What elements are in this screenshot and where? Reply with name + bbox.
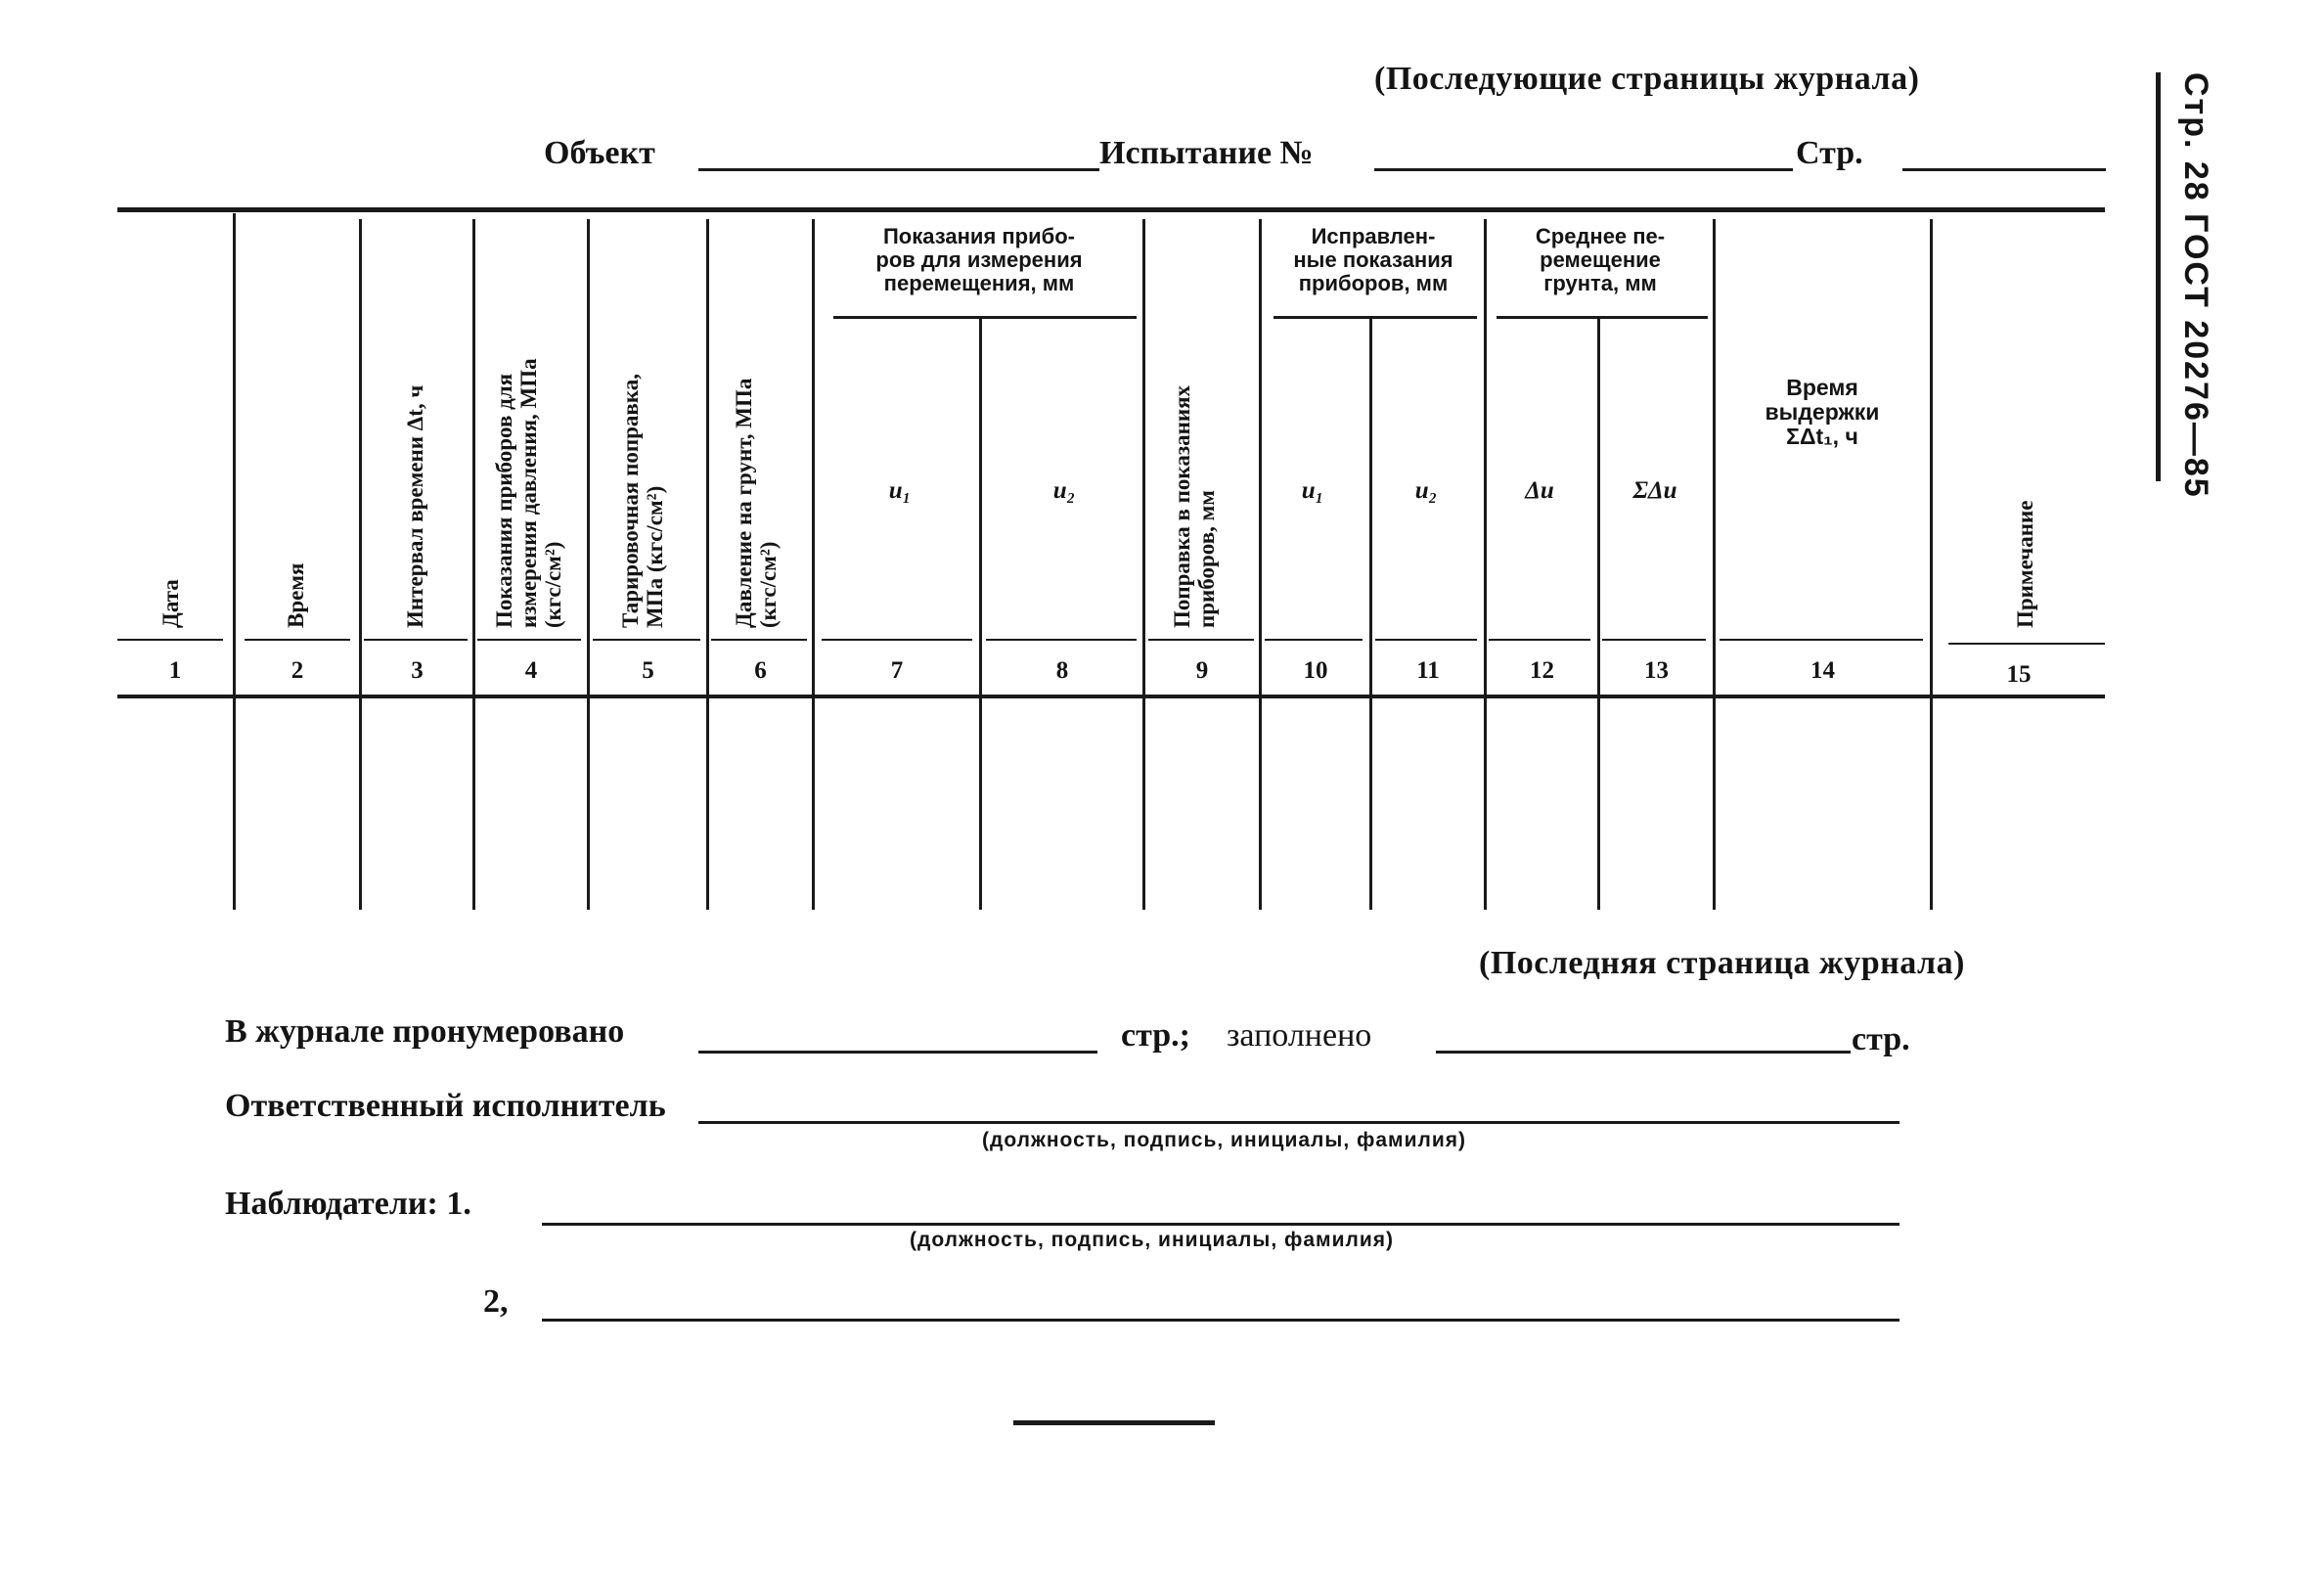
- responsible-label: Ответственный исполнитель: [225, 1088, 666, 1124]
- table-top-rule: [117, 207, 2105, 212]
- num-rule: [822, 639, 972, 641]
- num-rule: [1148, 639, 1254, 641]
- object-field[interactable]: [698, 168, 1099, 171]
- col-header-u1: u₁: [888, 477, 912, 504]
- num-rule: [711, 639, 807, 641]
- observer-2-field[interactable]: [542, 1319, 1899, 1322]
- num-rule: [364, 639, 468, 641]
- col-divider: [359, 219, 362, 910]
- col-header-note: Примечание: [2013, 500, 2037, 628]
- filled-label: заполнено: [1227, 1017, 1372, 1054]
- col-divider: [587, 219, 590, 910]
- num-rule: [1602, 639, 1706, 641]
- page-number-field[interactable]: [1902, 168, 2106, 171]
- col-divider: [1930, 219, 1933, 910]
- num-rule: [477, 639, 581, 641]
- group-underline: [1274, 316, 1477, 319]
- col-divider: [1142, 219, 1145, 910]
- responsible-caption: (должность, подпись, инициалы, фамилия): [982, 1129, 1466, 1151]
- col-number: 4: [524, 657, 538, 684]
- col-number: 9: [1195, 657, 1209, 684]
- col-divider: [1259, 219, 1262, 910]
- col-header-date: Дата: [158, 579, 183, 628]
- col-number: 12: [1530, 657, 1554, 684]
- col-divider: [812, 219, 815, 910]
- col-number: 1: [168, 657, 182, 684]
- col-number: 2: [290, 657, 304, 684]
- observer-1-caption: (должность, подпись, инициалы, фамилия): [910, 1229, 1394, 1251]
- num-rule: [1948, 643, 2105, 645]
- num-rule: [986, 639, 1137, 641]
- numbered-pages-field[interactable]: [698, 1051, 1097, 1054]
- col-number: 13: [1644, 657, 1669, 684]
- col-header-soil-pressure: Давление на грунт, МПа (кгс/см²): [732, 378, 781, 628]
- num-rule: [1375, 639, 1477, 641]
- object-label: Объект: [544, 135, 655, 171]
- col-number: 14: [1810, 657, 1835, 684]
- numbered-label: В журнале пронумеровано: [225, 1013, 625, 1050]
- table-header-bottom-rule: [117, 695, 2105, 698]
- group-average-displacement: Среднее пе- ремещение грунта, мм: [1535, 224, 1666, 295]
- col-number: 11: [1416, 657, 1440, 684]
- col-divider: [472, 219, 475, 910]
- group-corrected-readings: Исправлен- ные показания приборов, мм: [1293, 224, 1453, 295]
- num-rule: [1265, 639, 1363, 641]
- observer-1-field[interactable]: [542, 1223, 1899, 1226]
- num-rule: [245, 639, 350, 641]
- group-underline: [1497, 316, 1708, 319]
- last-page-header: (Последняя страница журнала): [1479, 945, 1965, 981]
- col-number: 3: [411, 657, 424, 684]
- col-header-interval: Интервал времени Δt, ч: [403, 384, 427, 628]
- num-rule: [117, 639, 223, 641]
- subsequent-pages-header: (Последующие страницы журнала): [1374, 61, 1920, 97]
- filled-pages-field[interactable]: [1436, 1051, 1851, 1054]
- col-number: 5: [642, 657, 654, 684]
- col-divider: [1713, 219, 1716, 910]
- col-divider: [706, 219, 709, 910]
- col-number: 7: [890, 657, 904, 684]
- col-divider: [233, 213, 236, 910]
- col-header-pressure-readings: Показания приборов для измерения давления, МПа (кгс/см²): [492, 358, 565, 628]
- col-header-calibration: Тарировочная поправка, МПа (кгс/см²): [618, 374, 667, 628]
- numbered-suffix: стр.;: [1121, 1017, 1190, 1054]
- responsible-field[interactable]: [698, 1121, 1899, 1124]
- col-header-corrected-u1: u₁: [1301, 477, 1324, 504]
- group-underline: [833, 316, 1137, 319]
- col-header-holding-time: Время выдержки ΣΔt₁, ч: [1765, 375, 1880, 449]
- col-number: 15: [2006, 661, 2032, 688]
- col-number: 6: [754, 657, 767, 684]
- filled-suffix: стр.: [1852, 1021, 1910, 1057]
- col-header-u2: u₂: [1052, 477, 1076, 504]
- col-number: 10: [1303, 657, 1328, 684]
- test-label: Испытание №: [1099, 135, 1314, 171]
- col-number: 8: [1055, 657, 1069, 684]
- margin-page-title: Стр. 28 ГОСТ 20276—85: [2177, 72, 2214, 499]
- num-rule: [1720, 639, 1923, 641]
- col-divider: [1597, 319, 1600, 910]
- observer-2-label: 2,: [483, 1283, 509, 1320]
- col-header-correction: Поправка в показаниях приборов, мм: [1170, 384, 1219, 628]
- col-header-delta-u: Δu: [1525, 477, 1554, 504]
- test-number-field[interactable]: [1374, 168, 1793, 171]
- page-label: Стр.: [1796, 135, 1863, 171]
- end-rule: [1013, 1420, 1215, 1425]
- col-header-time: Время: [284, 562, 308, 628]
- col-divider: [979, 319, 982, 910]
- group-displacement-readings: Показания прибо- ров для измерения перемещения, мм: [875, 224, 1083, 295]
- margin-rule: [2156, 72, 2161, 481]
- observers-label: Наблюдатели: 1.: [225, 1186, 471, 1222]
- col-divider: [1484, 219, 1487, 910]
- col-divider: [1369, 319, 1372, 910]
- col-header-sum-delta-u: ΣΔu: [1632, 477, 1677, 504]
- col-header-corrected-u2: u₂: [1414, 477, 1438, 504]
- num-rule: [593, 639, 700, 641]
- num-rule: [1489, 639, 1590, 641]
